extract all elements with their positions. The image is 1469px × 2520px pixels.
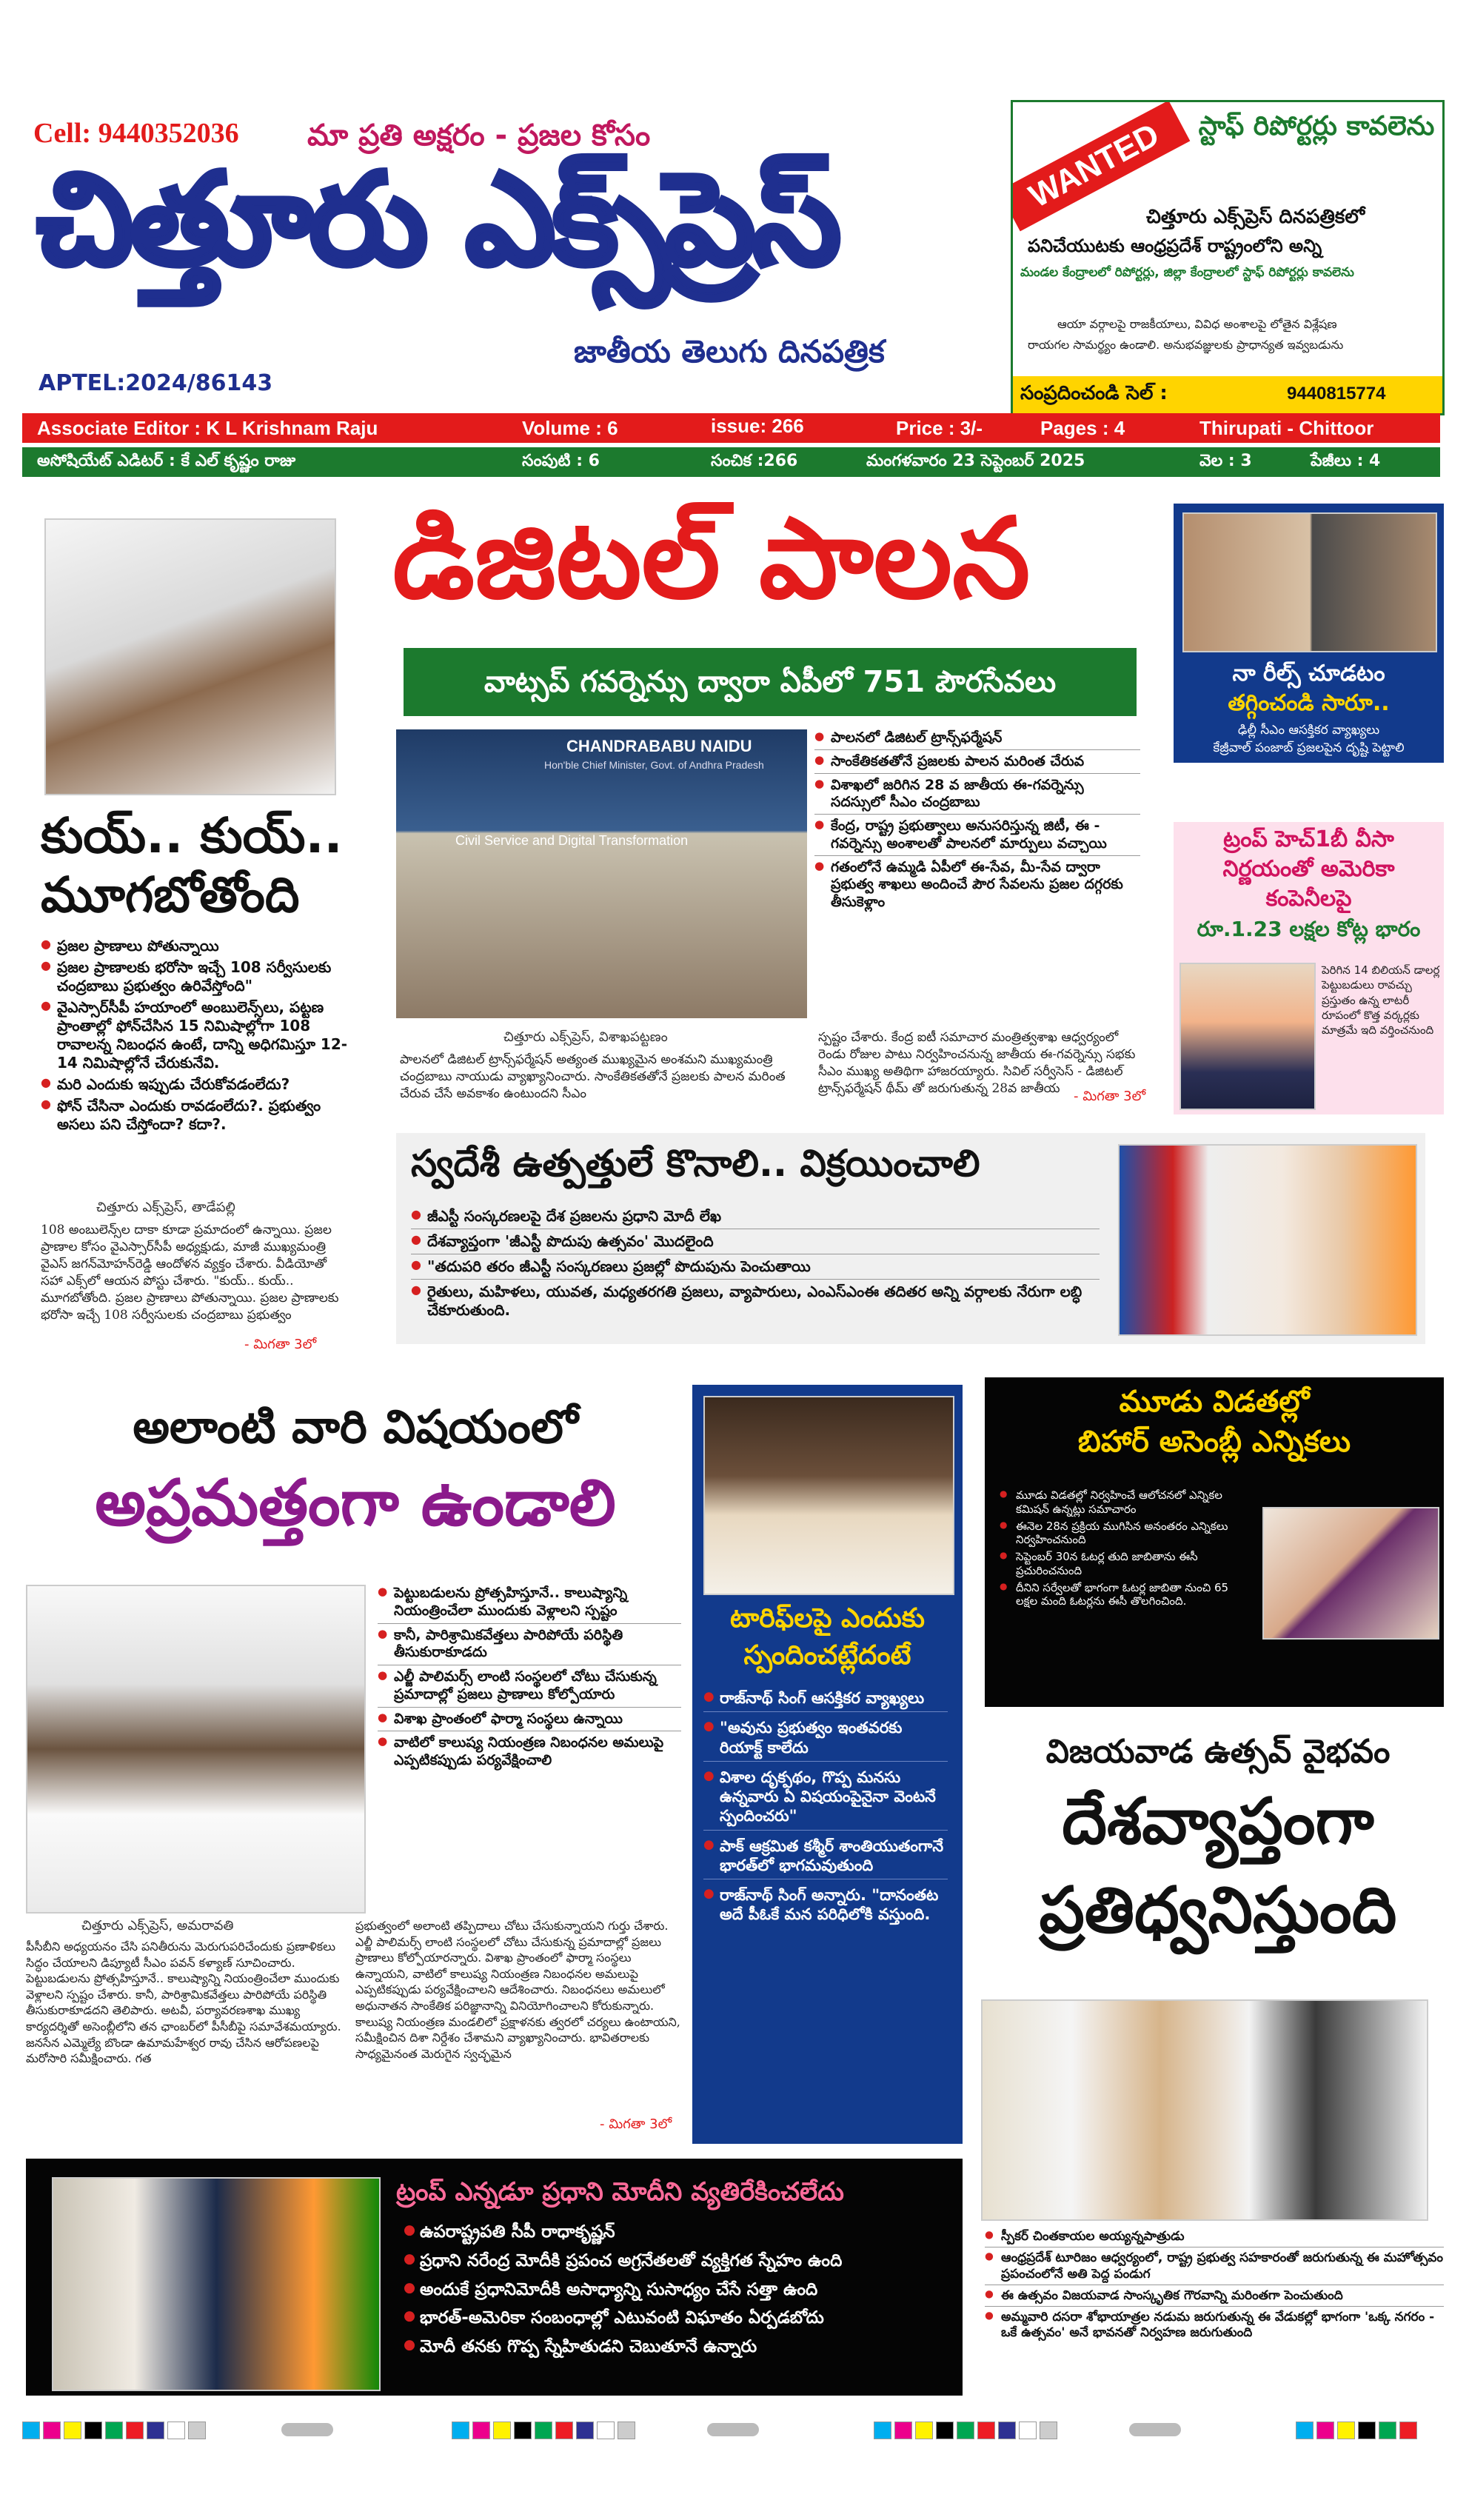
color-swatch xyxy=(43,2422,61,2439)
wanted-contact-label: సంప్రదించండి సెల్ : xyxy=(1020,382,1168,404)
modi-trump-bullet: ● ప్రధాని నరేంద్ర మోదీకి ప్రపంచ అగ్రనేతలతో వ్యక్తిగత స్నేహం ఉంది xyxy=(404,2250,951,2272)
masthead-subtitle: జాతీయ తెలుగు దినపత్రిక xyxy=(574,333,885,370)
lead-body-col2: స్పష్టం చేశారు. కేంద్ర ఐటీ సమాచార మంత్రిత్వశాఖ ఆధ్వర్యంలో రెండు రోజుల పాటు నిర్వహించనున్న జాతీయ ఈ-గవర్నెన్సు సభకు సీఎం ముఖ్య అతిథిగా హాజరయ్యారు. సివిల్ సర్వీసెస్ - డిజిటల్ ట్రాన్స్‌ఫర్మేషన్ థీమ్ తో జరుగుతున్న 28వ జాతీయ xyxy=(818,1030,1136,1096)
masthead xyxy=(22,89,1007,407)
trump-photo xyxy=(1179,963,1316,1110)
lead-bullet: ● గతంలోనే ఉమ్మడి ఏపీలో ఈ-సేవ, మీ-సేవ ద్వారా ప్రభుత్వ శాఖలు అందించే పౌర సేవలను ప్రజల దగ్గరకు తీసుకెళ్లాం xyxy=(814,859,1140,912)
color-swatch xyxy=(1379,2422,1396,2439)
color-swatch xyxy=(22,2422,40,2439)
left-headline-2: మూగబోతోంది xyxy=(41,866,300,923)
color-swatch xyxy=(452,2422,469,2439)
wanted-line5: రాయగల సామర్థ్యం ఉండాలి. అనుభవజ్ఞులకు ప్రాధాన్యత ఇవ్వబడును xyxy=(1028,338,1344,352)
pawan-byline: చిత్తూరు ఎక్స్‌ప్రెస్, అమరావతి xyxy=(81,1918,234,1934)
h1b-headline-1: ట్రంప్ హెచ్1బీ వీసా xyxy=(1223,826,1394,852)
bihar-bullets xyxy=(1000,1488,1251,1611)
lead-photo-stage-name: CHANDRABABU NAIDU xyxy=(566,737,752,755)
pawan-bullet: ● పెట్టుబడులను ప్రోత్సహిస్తూనే.. కాలుష్యాన్ని నియంత్రించేలా ముందుకు వెళ్లాలని స్పష్టం xyxy=(378,1585,681,1624)
swatch-group-4 xyxy=(1296,2422,1444,2438)
swatch-group-2 xyxy=(452,2422,674,2438)
modi-trump-bullet: ● భారత్-అమెరికా సంబంధాల్లో ఎటువంటి విఘాతం ఏర్పడబోదు xyxy=(404,2307,951,2329)
bihar-bullet: ● దీనిని సర్వేలతో భాగంగా ఓటర్ల జాబితా నుంచి 65 లక్షల మంది ఓటర్లను ఈసీ తొలగించింది. xyxy=(1000,1581,1251,1609)
color-swatch xyxy=(147,2422,164,2439)
color-swatch xyxy=(1296,2422,1314,2439)
modi-trump-bullet: ● మోదీ తనకు గొప్ప స్నేహితుడని చెబుతూనే ఉన్నారు xyxy=(404,2336,951,2358)
color-swatch xyxy=(167,2422,185,2439)
h1b-box xyxy=(1174,822,1444,1114)
color-swatch xyxy=(936,2422,954,2439)
wanted-contact-number: 9440815774 xyxy=(1287,384,1386,404)
reels-headline-1: నా రీల్స్ చూడటం xyxy=(1232,661,1385,686)
bihar-bullet: ● సెప్టెంబర్ 30న ఓటర్ల తుది జాబితాను ఈసీ ప్రచురించనుంది xyxy=(1000,1550,1251,1578)
color-swatch xyxy=(894,2422,912,2439)
wanted-line4: ఆయా వర్గాలపై రాజకీయాలు, వివిధ అంశాలపై లోతైన విశ్లేషణ xyxy=(1057,317,1337,331)
reels-box xyxy=(1174,504,1444,763)
registration-strip xyxy=(22,2422,1444,2444)
h1b-amount: రూ.1.23 లక్షల కోట్ల భారం xyxy=(1197,917,1421,941)
left-bullet: ● ఫోన్ చేసినా ఎందుకు రావడంలేదు?. ప్రభుత్వం అసలు పని చేస్తోందా? కదా?. xyxy=(41,1097,352,1134)
color-swatch xyxy=(915,2422,933,2439)
rajnath-bullet: ● పాక్ ఆక్రమిత కశ్మీర్ శాంతియుతంగానే భారత్‌లో భాగమవుతుంది xyxy=(703,1836,948,1880)
pawan-headline-1: అలాంటి వారి విషయంలో xyxy=(133,1400,578,1454)
lead-photo-banner: Civil Service and Digital Transformation xyxy=(455,833,689,848)
info-bar-telugu xyxy=(22,447,1440,477)
swadeshi-bullet: ● జీఎస్టీ సంస్కరణలపై దేశ ప్రజలను ప్రధాని మోదీ లేఖ xyxy=(411,1207,1100,1229)
rajnath-bullet: ● రాజ్‌నాథ్ సింగ్ ఆసక్తికర వ్యాఖ్యలు xyxy=(703,1688,948,1712)
pawan-photo xyxy=(26,1585,366,1914)
bihar-headline-2: బిహార్ అసెంబ్లీ ఎన్నికలు xyxy=(1077,1425,1351,1459)
rajnath-bullets xyxy=(703,1688,948,1928)
left-body: 108 అంబులెన్స్‌ల దాకా కూడా ప్రమాదంలో ఉన్నాయి. ప్రజల ప్రాణాల కోసం వైఎస్సార్‌సీపీ అధ్యక్షుడు, మాజీ ముఖ్యమంత్రి వైఎస్ జగన్‌మోహన్‌రెడ్డి ఆందోళన వ్యక్తం చేశారు. వీడియోతో సహా ఎక్స్‌లో ఆయన పోస్టు చేశారు. "కుయ్.. కుయ్.. మూగబోతోంది. ప్రజల ప్రాణాలు పోతున్నాయి. ప్రజల ప్రాణాలకు భరోసా ఇచ్చే 108 సర్వీసులకు చంద్రబాబు ప్రభుత్వం xyxy=(41,1223,339,1323)
wanted-ad xyxy=(1011,100,1445,415)
color-swatch xyxy=(1019,2422,1037,2439)
masthead-title: చిత్తూరు ఎక్స్‌ప్రెస్ xyxy=(37,147,838,293)
reels-headline-2: తగ్గించండి సారూ.. xyxy=(1228,690,1390,716)
modi-trump-headline: ట్రంప్ ఎన్నడూ ప్రధాని మోదీని వ్యతిరేకించలేదు xyxy=(396,2177,844,2207)
price-te: వెల : 3 xyxy=(1199,452,1252,470)
swatch-group-1 xyxy=(22,2422,244,2438)
pawan-bullet: ● వాటిలో కాలుష్య నియంత్రణ నిబంధనల అమలుపై ఎప్పటికప్పుడు పర్యవేక్షించాలి xyxy=(378,1734,681,1770)
lead-bullet: ● కేంద్ర, రాష్ట్ర ప్రభుత్వాలు అనుసరిస్తున్న జిటీ, ఈ - గవర్నెన్సు అంశాలతో పాలనలో మార్పులు వచ్చాయి xyxy=(814,818,1140,856)
modi-trump-bullet: ● అందుకే ప్రధానిమోదీకి అసాధ్యాన్ని సుసాధ్యం చేసే సత్తా ఉంది xyxy=(404,2279,951,2301)
color-swatch xyxy=(874,2422,891,2439)
pages-te: పేజీలు : 4 xyxy=(1311,452,1381,470)
utsav-bullets xyxy=(985,2229,1444,2344)
issue-te: సంచిక :266 xyxy=(711,452,798,470)
jagan-photo xyxy=(44,518,336,795)
swadeshi-bullets xyxy=(411,1207,1100,1323)
color-swatch xyxy=(126,2422,144,2439)
bihar-headline-1: మూడు విడతల్లో xyxy=(1119,1385,1310,1419)
color-swatch xyxy=(555,2422,573,2439)
lead-more: - మిగతా 3లో xyxy=(1074,1089,1146,1104)
color-swatch xyxy=(957,2422,974,2439)
pawan-body-col1: పీసీబీని అధ్యయనం చేసి పనితీరును మెరుగుపరిచేందుకు ప్రణాళికలు సిద్ధం చేయాలని డిప్యూటీ సీఎం పవన్ కళ్యాణ్ సూచించారు. పెట్టుబడులను ప్రోత్సహిస్తూనే.. కాలుష్యాన్ని నియంత్రించేలా ముందుకు వెళ్లాలని స్పష్టం చేశారు. కానీ, పారిశ్రామికవేత్తలు పారిపోయే పరిస్థితి తీసుకురాకూడదని తెలిపారు. అటవీ, పర్యావరణశాఖ ముఖ్య కార్యదర్శితో అసెంబ్లీలోని తన ఛాంబర్‌లో పీసీబీపై సమావేశమయ్యారు. జనసేన ఎమ్మెల్యే బొండా ఉమామహేశ్వర రావు చేసిన ఆరోపణలపై మరోసారి సమీక్షించారు. గత xyxy=(26,1939,341,2066)
wanted-line3: మండల కేంద్రాలలో రిపోర్టర్లు, జిల్లా కేంద్రాలలో స్టాఫ్ రిపోర్టర్లు కావలెను xyxy=(1020,265,1354,280)
color-swatch xyxy=(998,2422,1016,2439)
h1b-text: పెరిగిన 14 బిలియన్ డాలర్ల పెట్టుబడులు రావచ్చు ప్రస్తుతం ఉన్న లాటరీ రూపంలో కొత్త వర్కర్లకు మాత్రమే ఇది వర్తించనుంది xyxy=(1322,963,1440,1037)
pawan-bullets xyxy=(378,1585,681,1773)
lead-byline: చిత్తూరు ఎక్స్‌ప్రెస్, విశాఖపట్టణం xyxy=(503,1029,668,1045)
left-bullet: ● ప్రజల ప్రాణాలకు భరోసా ఇచ్చే 108 సర్వీసులకు చంద్రబాబు ప్రభుత్వం ఉరివేస్తోంది" xyxy=(41,958,352,995)
pawan-body-col2: ప్రభుత్వంలో అలాంటి తప్పిదాలు చోటు చేసుకున్నాయని గుర్తు చేశారు. ఎల్జీ పాలిమర్స్ లాంటి సంస్థలలో చోటు చేసుకున్న ప్రమాదాల్లో ప్రజలు ప్రాణాలు కోల్పోయారన్నారు. విశాఖ ప్రాంతంలో ఫార్మా సంస్థలు ఉన్నాయని, వాటిలో కాలుష్య నియంత్రణ నిబంధనల అమలుపై ఎప్పటికప్పుడు పర్యవేక్షించాలని ఆదేశించారు. నిబంధనలు అమలులో అధునాతన సాంకేతిక పరిజ్ఞానాన్ని వినియోగించాలని కోరుకున్నారు. కాలుష్య నియంత్రణ మండలిలో ప్రక్షాళనకు త్వరలో చర్యలు ఉంటాయని, సమీక్షించిన దిశా నిర్దేశం చేశామని వ్యాఖ్యానించారు. భావితరాలకు సాధ్యమైనంత మెరుగైన స్వచ్ఛమైన xyxy=(355,1919,680,2061)
swadeshi-bullet: ● దేశవ్యాప్తంగా 'జీఎస్టీ పొదుపు ఉత్సవం' మొదలైంది xyxy=(411,1232,1100,1254)
rajnath-photo xyxy=(703,1396,954,1595)
swadeshi-bullet: ● "తదుపరి తరం జీఎస్టీ సంస్కరణలు ప్రజల్లో పొదుపును పెంచుతాయి xyxy=(411,1257,1100,1280)
associate-editor-en: Associate Editor : K L Krishnam Raju xyxy=(37,417,378,439)
lead-bullet: ● సాంకేతికతతోనే ప్రజలకు పాలన మరింత చేరువ xyxy=(814,753,1140,774)
volume-en: Volume : 6 xyxy=(522,417,618,439)
utsav-bullet: ● ఆంధ్రప్రదేశ్ టూరిజం ఆధ్వర్యంలో, రాష్ట్ర ప్రభుత్వ సహకారంతో జరుగుతున్న ఈ మహోత్సవం ప్రపంచంలోనే అతి పెద్ద పండుగ xyxy=(985,2250,1444,2285)
color-swatch xyxy=(977,2422,995,2439)
left-bullet: ● మరి ఎందుకు ఇప్పుడు చేరుకోవడంలేదు? xyxy=(41,1075,352,1094)
modi-photo xyxy=(1118,1144,1417,1336)
wanted-contact-bar xyxy=(1013,376,1442,413)
rajnath-bullet: ● రాజ్‌నాథ్ సింగ్ అన్నారు. "దానంతట అదే పీఓకే మన పరిధిలోకి వస్తుంది. xyxy=(703,1885,948,1925)
h1b-headline-3: కంపెనీలపై xyxy=(1265,886,1352,912)
color-swatch xyxy=(1040,2422,1057,2439)
pawan-headline-2: అప్రమత్తంగా ఉండాలి xyxy=(95,1466,616,1540)
reg-pill-3 xyxy=(1129,2423,1181,2436)
color-swatch xyxy=(618,2422,635,2439)
left-bullet: ● వైఎస్సార్‌సీపీ హయాంలో అంబులెన్స్‌లు, పట్టణ ప్రాంతాల్లో ఫోన్‌చేసిన 15 నిమిషాల్లోగా 108 రావాలన్న నిబంధన ఉంటే, దాన్ని అధిగమిస్తూ 12-14 నిమిషాల్లోనే చేరుకునేవి. xyxy=(41,998,352,1072)
utsav-bullet: ● ఈ ఉత్సవం విజయవాడ సాంస్కృతిక గౌరవాన్ని మరింతగా పెంచుతుంది xyxy=(985,2288,1444,2307)
left-byline: చిత్తూరు ఎక్స్‌ప్రెస్, తాడేపల్లి xyxy=(96,1200,235,1215)
color-swatch xyxy=(105,2422,123,2439)
reg-pill-1 xyxy=(281,2423,333,2436)
info-bar-english xyxy=(22,413,1440,443)
left-bullets xyxy=(41,937,352,1137)
rajnath-bullet: ● "అవును ప్రభుత్వం ఇంతవరకు రియాక్ట్ కాలేదు xyxy=(703,1718,948,1762)
aptel-number: APTEL:2024/86143 xyxy=(39,370,273,396)
color-swatch xyxy=(1316,2422,1334,2439)
utsav-headline-1: దేశవ్యాప్తంగా xyxy=(1062,1785,1374,1859)
rajnath-headline-2: స్పందించట్లేదంటే xyxy=(743,1640,911,1671)
lead-photo xyxy=(396,729,807,1018)
rajnath-headline-1: టారిఫ్‌లపై ఎందుకు xyxy=(730,1603,925,1634)
place-en: Thirupati - Chittoor xyxy=(1199,417,1374,439)
utsav-kicker: విజయవాడ ఉత్సవ్ వైభవం xyxy=(1045,1733,1391,1771)
date-te: మంగళవారం 23 సెప్టెంబర్ 2025 xyxy=(866,452,1085,470)
wanted-line1: చిత్తూరు ఎక్స్‌ప్రెస్ దినపత్రికలో xyxy=(1146,206,1365,228)
wanted-line2: పనిచేయుటకు ఆంధ్రప్రదేశ్ రాష్ట్రంలోని అన్ని xyxy=(1028,235,1322,256)
modi-trump-bullet: ● ఉపరాష్ట్రపతి సీపీ రాధాకృష్ణన్ xyxy=(404,2222,951,2243)
lead-subhead: వాట్సప్ గవర్నెన్సు ద్వారా ఏపీలో 751 పౌరసేవలు xyxy=(404,648,1137,716)
rajnath-bullet: ● విశాల దృక్పథం, గొప్ప మనసు ఉన్నవారు ఏ విషయంపైనైనా వెంటనే స్పందించరు" xyxy=(703,1768,948,1831)
lead-headline: డిజిటల్ పాలన xyxy=(392,495,1031,624)
pawan-more: - మిగతా 3లో xyxy=(600,2116,672,2132)
pawan-bullet: ● కానీ, పారిశ్రామికవేత్తలు పారిపోయే పరిస్థితి తీసుకురాకూడదు xyxy=(378,1627,681,1666)
color-swatch xyxy=(576,2422,594,2439)
reg-pill-2 xyxy=(707,2423,759,2436)
color-swatch xyxy=(597,2422,615,2439)
left-headline-1: కుయ్.. కుయ్.. xyxy=(41,807,343,864)
color-swatch xyxy=(514,2422,532,2439)
modi-trump-photo xyxy=(52,2177,381,2391)
associate-editor-te: అసోషియేట్ ఎడిటర్ : కే ఎల్ కృష్ణం రాజు xyxy=(37,452,296,470)
color-swatch xyxy=(188,2422,206,2439)
utsav-bullet: ● అమ్మవారి దసరా శోభాయాత్రల నడుమ జరుగుతున్న ఈ వేడుకల్లో భాగంగా 'ఒక్క నగరం - ఒకే ఉత్సవం' అనే భావనతో నిర్వహణ జరుగుతుంది xyxy=(985,2310,1444,2342)
reels-sub-2: కేజ్రీవాల్ పంజాబ్ ప్రజలపైన దృష్టి పెట్టాలి xyxy=(1213,741,1405,755)
swatch-group-3 xyxy=(874,2422,1096,2438)
lead-bullets xyxy=(814,729,1140,915)
color-swatch xyxy=(493,2422,511,2439)
color-swatch xyxy=(1358,2422,1376,2439)
h1b-headline-2: నిర్ణయంతో అమెరికా xyxy=(1222,856,1395,882)
lead-body-col1: పాలనలో డిజిటల్ ట్రాన్స్‌ఫర్మేషన్ అత్యంత ముఖ్యమైన అంశమని ముఖ్యమంత్రి చంద్రబాబు నాయుడు వ్యాఖ్యానించారు. సాంకేతికతతోనే ప్రజలకు పాలన మరింత చేరువ చేసే అవకాశం ఉంటుందని సీఎం xyxy=(400,1052,786,1101)
left-bullet: ● ప్రజల ప్రాణాలు పోతున్నాయి xyxy=(41,937,352,955)
lead-bullet: ● విశాఖలో జరిగిన 28 వ జాతీయ ఈ-గవర్నెన్సు సదస్సులో సీఎం చంద్రబాబు xyxy=(814,777,1140,815)
tagline: మా ప్రతి అక్షరం - ప్రజల కోసం xyxy=(307,118,651,153)
price-en: Price : 3/- xyxy=(896,417,983,439)
color-swatch xyxy=(64,2422,81,2439)
issue-en: issue: 266 xyxy=(711,415,804,437)
bihar-bullet: ● ఈనెల 28న ప్రక్రియ ముగిసిన అనంతరం ఎన్నికలు నిర్వహించనుంది xyxy=(1000,1520,1251,1548)
color-swatch xyxy=(1337,2422,1355,2439)
modi-trump-box xyxy=(26,2159,963,2396)
utsav-headline-2: ప్రతిధ్వనిస్తుంది xyxy=(1039,1874,1397,1948)
pawan-bullet: ● విశాఖ ప్రాంతంలో ఫార్మా సంస్థలు ఉన్నాయి xyxy=(378,1711,681,1732)
bihar-box xyxy=(985,1377,1444,1707)
swadeshi-headline: స్వదేశీ ఉత్పత్తులే కొనాలి.. విక్రయించాలి xyxy=(411,1142,980,1185)
reels-photo xyxy=(1182,512,1437,652)
utsav-photo xyxy=(981,1999,1428,2221)
lead-photo-stage-sub: Hon'ble Chief Minister, Govt. of Andhra Pradesh xyxy=(544,759,764,771)
pages-en: Pages : 4 xyxy=(1040,417,1125,439)
pawan-bullet: ● ఎల్జీ పాలిమర్స్ లాంటి సంస్థలలో చోటు చేసుకున్న ప్రమాదాల్లో ప్రజలు ప్రాణాలు కోల్పోయారు xyxy=(378,1668,681,1708)
utsav-bullet: ● స్పీకర్ చింతకాయల అయ్యన్నపాత్రుడు xyxy=(985,2229,1444,2247)
cell-number: Cell: 9440352036 xyxy=(33,118,239,149)
lead-bullet: ● పాలనలో డిజిటల్ ట్రాన్స్‌ఫర్మేషన్ xyxy=(814,729,1140,750)
volume-te: సంపుటి : 6 xyxy=(522,452,600,470)
color-swatch xyxy=(535,2422,552,2439)
wanted-banner: WANTED xyxy=(1011,101,1190,232)
color-swatch xyxy=(84,2422,102,2439)
wanted-head: స్టాఫ్ రిపోర్టర్లు కావలెను xyxy=(1198,111,1435,141)
rajnath-box xyxy=(692,1385,963,2144)
left-more: - మిగతా 3లో xyxy=(244,1337,317,1352)
color-swatch xyxy=(472,2422,490,2439)
bihar-bullet: ● మూడు విడతల్లో నిర్వహించే ఆలోచనలో ఎన్నికల కమిషన్ ఉన్నట్లు సమాచారం xyxy=(1000,1488,1251,1517)
ink-finger-photo xyxy=(1262,1507,1439,1640)
swadeshi-bullet: ● రైతులు, మహిళలు, యువత, మధ్యతరగతి ప్రజలు, వ్యాపారులు, ఎంఎస్ఎంఈ తదితర అన్ని వర్గాలకు నేరుగా లబ్ధి చేకూరుతుంది. xyxy=(411,1283,1100,1320)
color-swatch xyxy=(1399,2422,1417,2439)
reels-sub-1: ఢిల్లీ సీఎం ఆసక్తికర వ్యాఖ్యలు xyxy=(1237,723,1380,738)
swadeshi-box xyxy=(396,1133,1425,1344)
modi-trump-bullets xyxy=(404,2222,951,2361)
